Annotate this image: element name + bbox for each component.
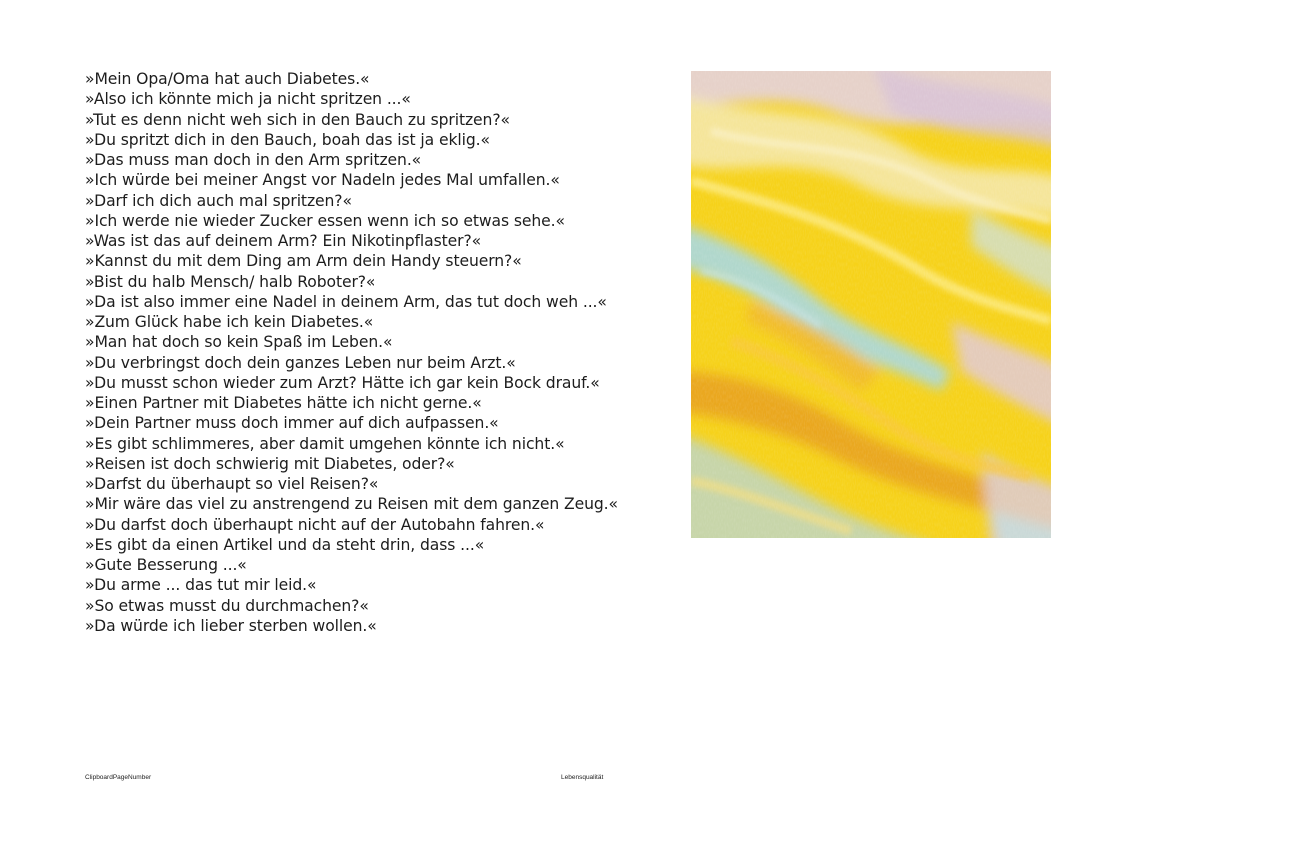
quote-line: »Du arme ... das tut mir leid.« <box>85 576 317 595</box>
quote-line: »Kannst du mit dem Ding am Arm dein Handy steuern?« <box>85 252 522 271</box>
quote-line: »Du darfst doch überhaupt nicht auf der Autobahn fahren.« <box>85 515 545 534</box>
quote-line: »Dein Partner muss doch immer auf dich aufpassen.« <box>85 414 499 433</box>
quote-line: »Reisen ist doch schwierig mit Diabetes, oder?« <box>85 454 455 473</box>
quote-line: »Zum Glück habe ich kein Diabetes.« <box>85 313 374 331</box>
quote-list <box>85 69 645 636</box>
quote-line: »Man hat doch so kein Spaß im Leben.« <box>85 333 393 352</box>
quote-line: »Mir wäre das viel zu anstrengend zu Reisen mit dem ganzen Zeug.« <box>85 495 618 514</box>
section-title-label: Lebensqualität <box>561 774 604 781</box>
quote-line: »Es gibt da einen Artikel und da steht drin, dass ...« <box>85 535 485 554</box>
quote-line: »Bist du halb Mensch/ halb Roboter?« <box>85 272 376 291</box>
abstract-painting-image <box>691 71 1051 538</box>
quote-line: »Du verbringst doch dein ganzes Leben nur beim Arzt.« <box>85 353 516 372</box>
quote-line: »So etwas musst du durchmachen?« <box>85 596 369 615</box>
quote-line: »Das muss man doch in den Arm spritzen.« <box>85 151 422 169</box>
quote-line: »Du musst schon wieder zum Arzt? Hätte ich gar kein Bock drauf.« <box>85 373 600 392</box>
page-number-label: ClipboardPageNumber <box>85 774 152 781</box>
quote-line: »Ich werde nie wieder Zucker essen wenn ich so etwas sehe.« <box>85 211 565 230</box>
quote-line: »Da ist also immer eine Nadel in deinem Arm, das tut doch weh ...« <box>85 292 607 311</box>
quote-line: »Darf ich dich auch mal spritzen?« <box>85 191 352 210</box>
quote-line: »Gute Besserung ...« <box>85 556 247 574</box>
quote-line: »Tut es denn nicht weh sich in den Bauch zu spritzen?« <box>85 110 510 129</box>
painting-canvas <box>691 71 1051 538</box>
quote-line: »Ich würde bei meiner Angst vor Nadeln jedes Mal umfallen.« <box>85 171 560 190</box>
quote-line: »Es gibt schlimmeres, aber damit umgehen könnte ich nicht.« <box>85 434 565 453</box>
quote-line: »Also ich könnte mich ja nicht spritzen ...« <box>85 90 411 109</box>
quote-line: »Du spritzt dich in den Bauch, boah das ist ja eklig.« <box>85 130 490 149</box>
quote-line: »Darfst du überhaupt so viel Reisen?« <box>85 475 379 493</box>
quote-line: »Da würde ich lieber sterben wollen.« <box>85 616 377 635</box>
quote-line: »Was ist das auf deinem Arm? Ein Nikotinpflaster?« <box>85 232 482 250</box>
quote-line: »Einen Partner mit Diabetes hätte ich nicht gerne.« <box>85 394 482 412</box>
quote-line: »Mein Opa/Oma hat auch Diabetes.« <box>85 70 370 88</box>
